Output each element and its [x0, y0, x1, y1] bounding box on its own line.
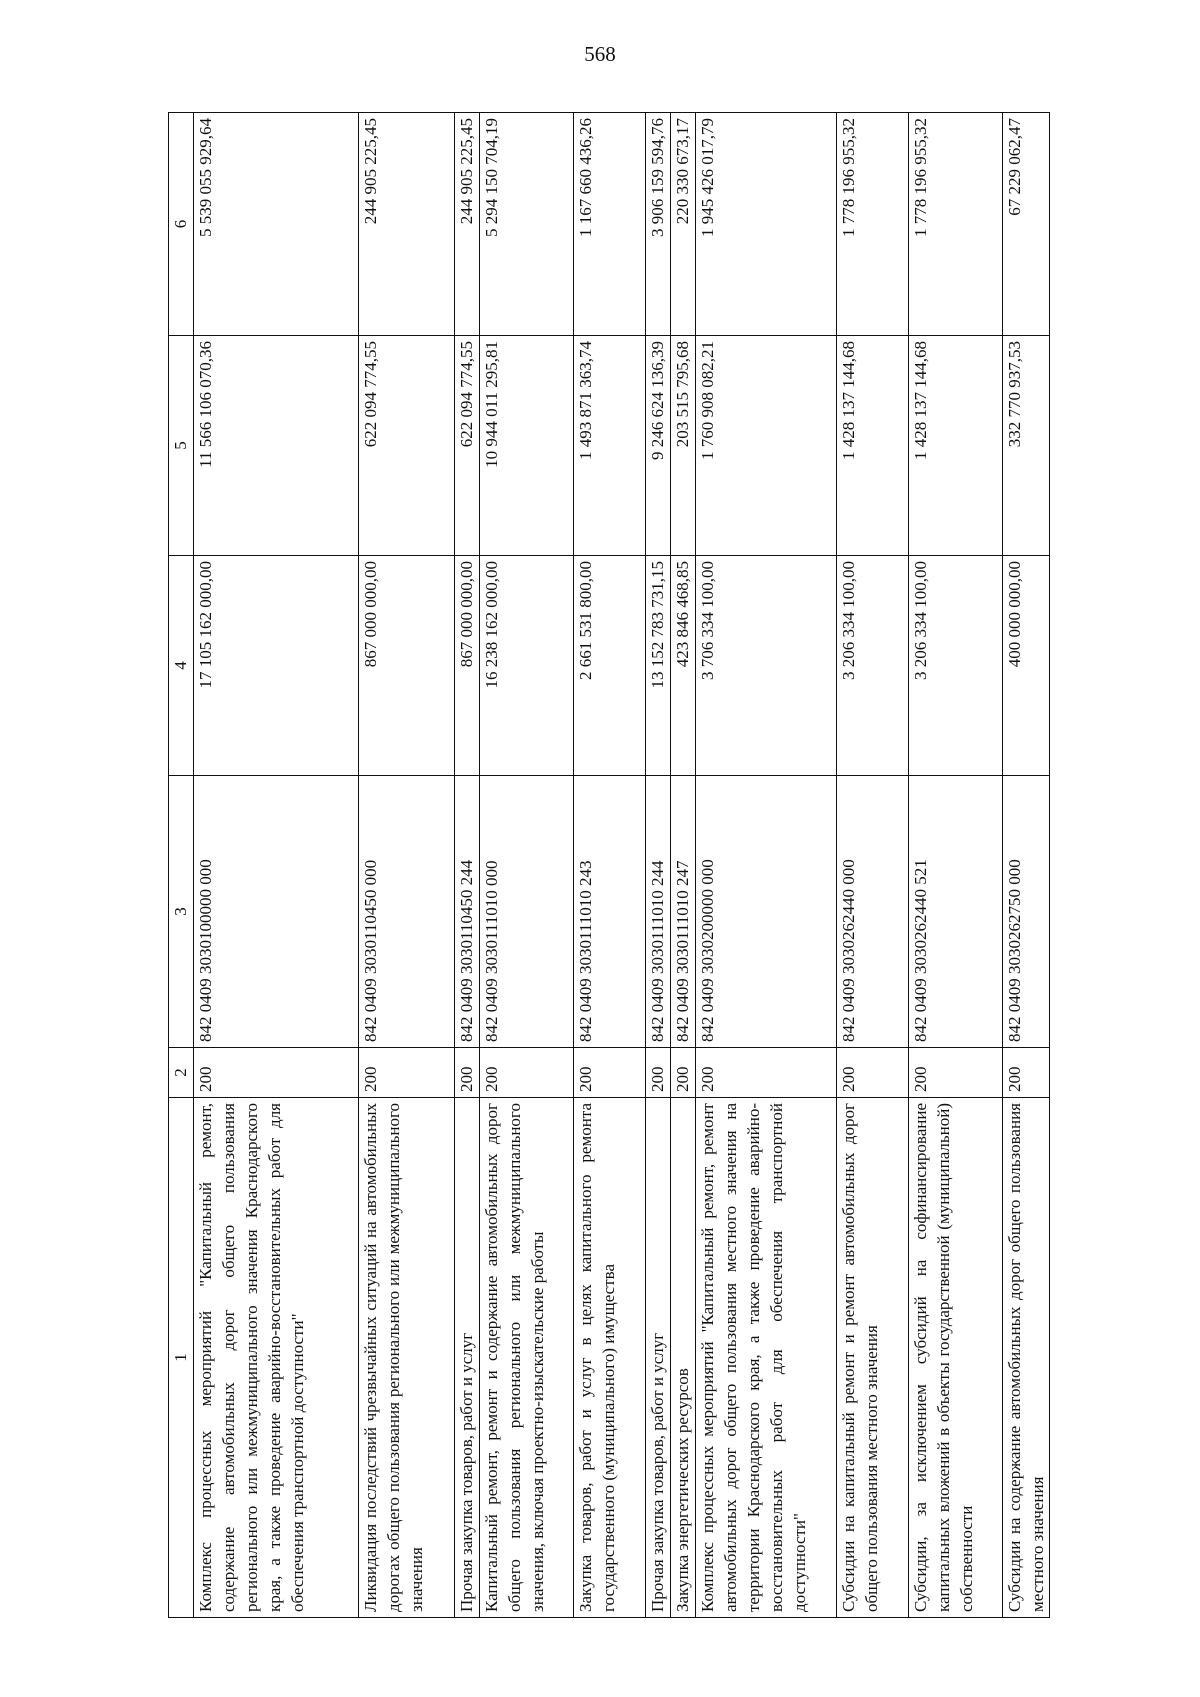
- row-col2-cell: 200: [194, 1048, 359, 1098]
- row-col2-cell: 200: [574, 1048, 646, 1098]
- row-col6-cell: 5 294 150 704,19: [480, 113, 574, 336]
- row-col6-cell: 1 778 196 955,32: [909, 113, 1003, 336]
- row-col4-cell: 867 000 000,00: [359, 556, 455, 776]
- row-code-cell: 842 0409 3030111010 247: [671, 776, 696, 1048]
- row-col4-cell: 16 238 162 000,00: [480, 556, 574, 776]
- page-number: 568: [584, 42, 616, 66]
- row-name-cell: Прочая закупка товаров, работ и услуг: [646, 1098, 671, 1618]
- row-code-cell: 842 0409 3030262440 000: [837, 776, 909, 1048]
- row-col6-cell: 1 167 660 436,26: [574, 113, 646, 336]
- table-row: [359, 113, 455, 1618]
- row-col6-cell: 67 229 062,47: [1003, 113, 1050, 336]
- row-code-cell: 842 0409 3030262440 521: [909, 776, 1003, 1048]
- row-col4-cell: 3 706 334 100,00: [696, 556, 837, 776]
- row-col4-cell: 3 206 334 100,00: [909, 556, 1003, 776]
- row-col4-cell: 3 206 334 100,00: [837, 556, 909, 776]
- header-cell: 6: [169, 113, 194, 336]
- row-col5-cell: 622 094 774,55: [359, 336, 455, 556]
- row-col2-cell: 200: [837, 1048, 909, 1098]
- row-name-cell: Прочая закупка товаров, работ и услуг: [455, 1098, 480, 1618]
- row-col4-cell: 2 661 531 800,00: [574, 556, 646, 776]
- table-row: [1003, 113, 1050, 1618]
- row-name-cell: Закупка товаров, работ и услуг в целях капитального ремонта государственного (муниципального) имущества: [574, 1098, 646, 1618]
- row-col6-cell: 5 539 055 929,64: [194, 113, 359, 336]
- row-code-cell: 842 0409 3030100000 000: [194, 776, 359, 1048]
- row-col2-cell: 200: [480, 1048, 574, 1098]
- row-col5-cell: 11 566 106 070,36: [194, 336, 359, 556]
- row-col5-cell: 622 094 774,55: [455, 336, 480, 556]
- row-col4-cell: 867 000 000,00: [455, 556, 480, 776]
- row-col5-cell: 10 944 011 295,81: [480, 336, 574, 556]
- table-row: [671, 113, 696, 1618]
- table-row: [646, 113, 671, 1618]
- header-cell: 5: [169, 336, 194, 556]
- row-col5-cell: 9 246 624 136,39: [646, 336, 671, 556]
- row-code-cell: 842 0409 3030111010 000: [480, 776, 574, 1048]
- table-row: [837, 113, 909, 1618]
- row-col5-cell: 1 428 137 144,68: [837, 336, 909, 556]
- row-col6-cell: 244 905 225,45: [455, 113, 480, 336]
- budget-table: [168, 112, 1050, 1618]
- row-col5-cell: 1 493 871 363,74: [574, 336, 646, 556]
- table-area: [168, 113, 1047, 1618]
- row-col5-cell: 1 428 137 144,68: [909, 336, 1003, 556]
- rotated-table-wrapper: [168, 113, 1047, 1618]
- row-col4-cell: 423 846 468,85: [671, 556, 696, 776]
- header-cell: 4: [169, 556, 194, 776]
- row-col5-cell: 1 760 908 082,21: [696, 336, 837, 556]
- row-col5-cell: 332 770 937,53: [1003, 336, 1050, 556]
- table-row: [909, 113, 1003, 1618]
- row-col4-cell: 13 152 783 731,15: [646, 556, 671, 776]
- row-col2-cell: 200: [696, 1048, 837, 1098]
- row-code-cell: 842 0409 3030262750 000: [1003, 776, 1050, 1048]
- row-name-cell: Комплекс процессных мероприятий "Капитальный ремонт, ремонт автомобильных дорог общего пользования местного значения на территории Краснодарского края, а также проведение аварийно-восстановительных работ для обеспечения транспортной доступности": [696, 1098, 837, 1618]
- header-cell: 1: [169, 1098, 194, 1618]
- row-col4-cell: 17 105 162 000,00: [194, 556, 359, 776]
- row-col2-cell: 200: [455, 1048, 480, 1098]
- header-cell: 3: [169, 776, 194, 1048]
- row-col5-cell: 203 515 795,68: [671, 336, 696, 556]
- row-col6-cell: 1 778 196 955,32: [837, 113, 909, 336]
- row-col6-cell: 3 906 159 594,76: [646, 113, 671, 336]
- row-col2-cell: 200: [671, 1048, 696, 1098]
- row-col6-cell: 1 945 426 017,79: [696, 113, 837, 336]
- header-row: [169, 113, 194, 1618]
- row-name-cell: Ликвидация последствий чрезвычайных ситуаций на автомобильных дорогах общего пользования регионального или межмуниципального значения: [359, 1098, 455, 1618]
- row-name-cell: Капитальный ремонт, ремонт и содержание автомобильных дорог общего пользования регионального или межмуниципального значения, включая проектно-изыскательские работы: [480, 1098, 574, 1618]
- table-row: [194, 113, 359, 1618]
- row-col4-cell: 400 000 000,00: [1003, 556, 1050, 776]
- row-name-cell: Комплекс процессных мероприятий "Капитальный ремонт, содержание автомобильных дорог общего пользования регионального или межмуниципального значения Краснодарского края, а также проведение аварийно-восстановительных работ для обеспечения транспортной доступности": [194, 1098, 359, 1618]
- row-name-cell: Субсидии на содержание автомобильных дорог общего пользования местного значения: [1003, 1098, 1050, 1618]
- row-col6-cell: 244 905 225,45: [359, 113, 455, 336]
- table-row: [696, 113, 837, 1618]
- row-code-cell: 842 0409 3030111010 244: [646, 776, 671, 1048]
- row-code-cell: 842 0409 3030111010 243: [574, 776, 646, 1048]
- row-name-cell: Субсидии, за исключением субсидий на софинансирование капитальных вложений в объекты государственной (муниципальной) собственности: [909, 1098, 1003, 1618]
- row-code-cell: 842 0409 3030200000 000: [696, 776, 837, 1048]
- row-col2-cell: 200: [359, 1048, 455, 1098]
- row-col6-cell: 220 330 673,17: [671, 113, 696, 336]
- header-cell: 2: [169, 1048, 194, 1098]
- table-row: [455, 113, 480, 1618]
- row-col2-cell: 200: [646, 1048, 671, 1098]
- row-col2-cell: 200: [1003, 1048, 1050, 1098]
- row-code-cell: 842 0409 3030110450 244: [455, 776, 480, 1048]
- table-row: [480, 113, 574, 1618]
- row-col2-cell: 200: [909, 1048, 1003, 1098]
- row-code-cell: 842 0409 3030110450 000: [359, 776, 455, 1048]
- table-row: [574, 113, 646, 1618]
- row-name-cell: Закупка энергетических ресурсов: [671, 1098, 696, 1618]
- row-name-cell: Субсидии на капитальный ремонт и ремонт автомобильных дорог общего пользования местного значения: [837, 1098, 909, 1618]
